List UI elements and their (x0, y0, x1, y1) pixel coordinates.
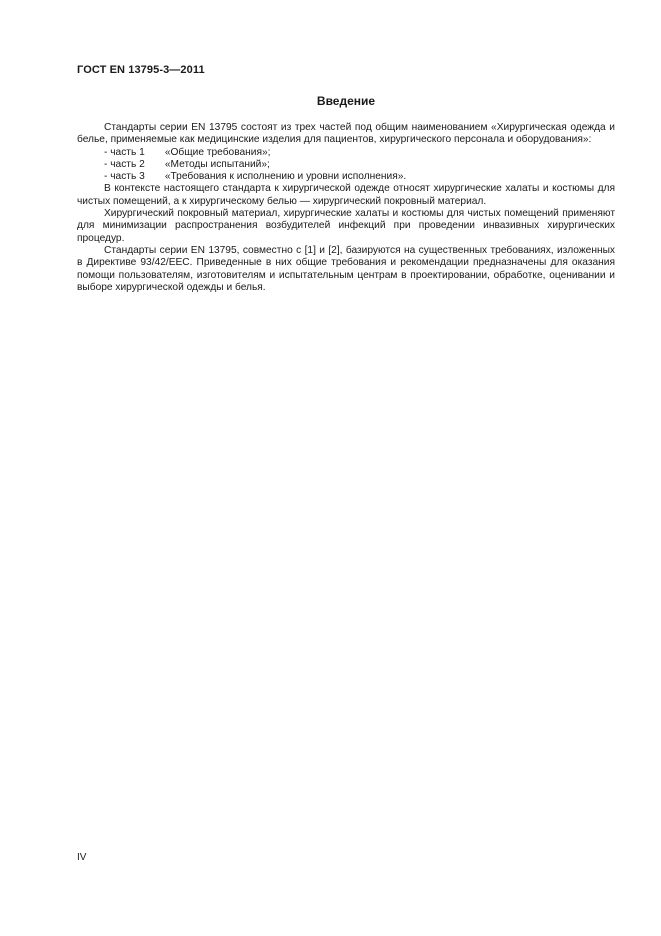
paragraph-intro: Стандарты серии EN 13795 состоят из трех частей под общим наименованием «Хирургическая одежда и белье, применяемые как медицинские изделия для пациентов, хирургического персонала и оборудования»: (77, 122, 615, 146)
section-body (77, 122, 615, 294)
page-number: IV (77, 852, 87, 863)
paragraph-basis: Стандарты серии EN 13795, совместно с [1] и [2], базируются на существенных требованиях, изложенных в Директиве 93/42/EEC. Приведенные в них общие требования и рекомендации предназначены для оказания помощи пользователям, изготовителям и испытательным центрам в проектировании, обработке, оценивании и выборе хирургической одежды и белья. (77, 244, 615, 293)
list-item (77, 171, 615, 183)
document-code-header: ГОСТ EN 13795-3—2011 (77, 64, 205, 76)
list-item-name: «Требования к исполнению и уровни исполнения». (164, 171, 407, 183)
list-item-part: - часть 3 (104, 171, 145, 183)
paragraph-context: В контексте настоящего стандарта к хирургической одежде относят хирургические халаты и костюмы для чистых помещений, а к хирургическому белью — хирургический покровный материал. (77, 183, 615, 207)
list-item (77, 147, 615, 159)
list-item-part: - часть 2 (104, 158, 145, 170)
section-title: Введение (316, 94, 376, 108)
list-item-part: - часть 1 (104, 146, 145, 158)
parts-list (77, 147, 615, 184)
paragraph-purpose: Хирургический покровный материал, хирургические халаты и костюмы для чистых помещений применяют для минимизации распространения возбудителей инфекций при проведении инвазивных хирургических процедур. (77, 208, 615, 244)
list-item-name: «Методы испытаний»; (164, 158, 270, 170)
list-item-name: «Общие требования»; (164, 146, 271, 158)
list-item (77, 159, 615, 171)
